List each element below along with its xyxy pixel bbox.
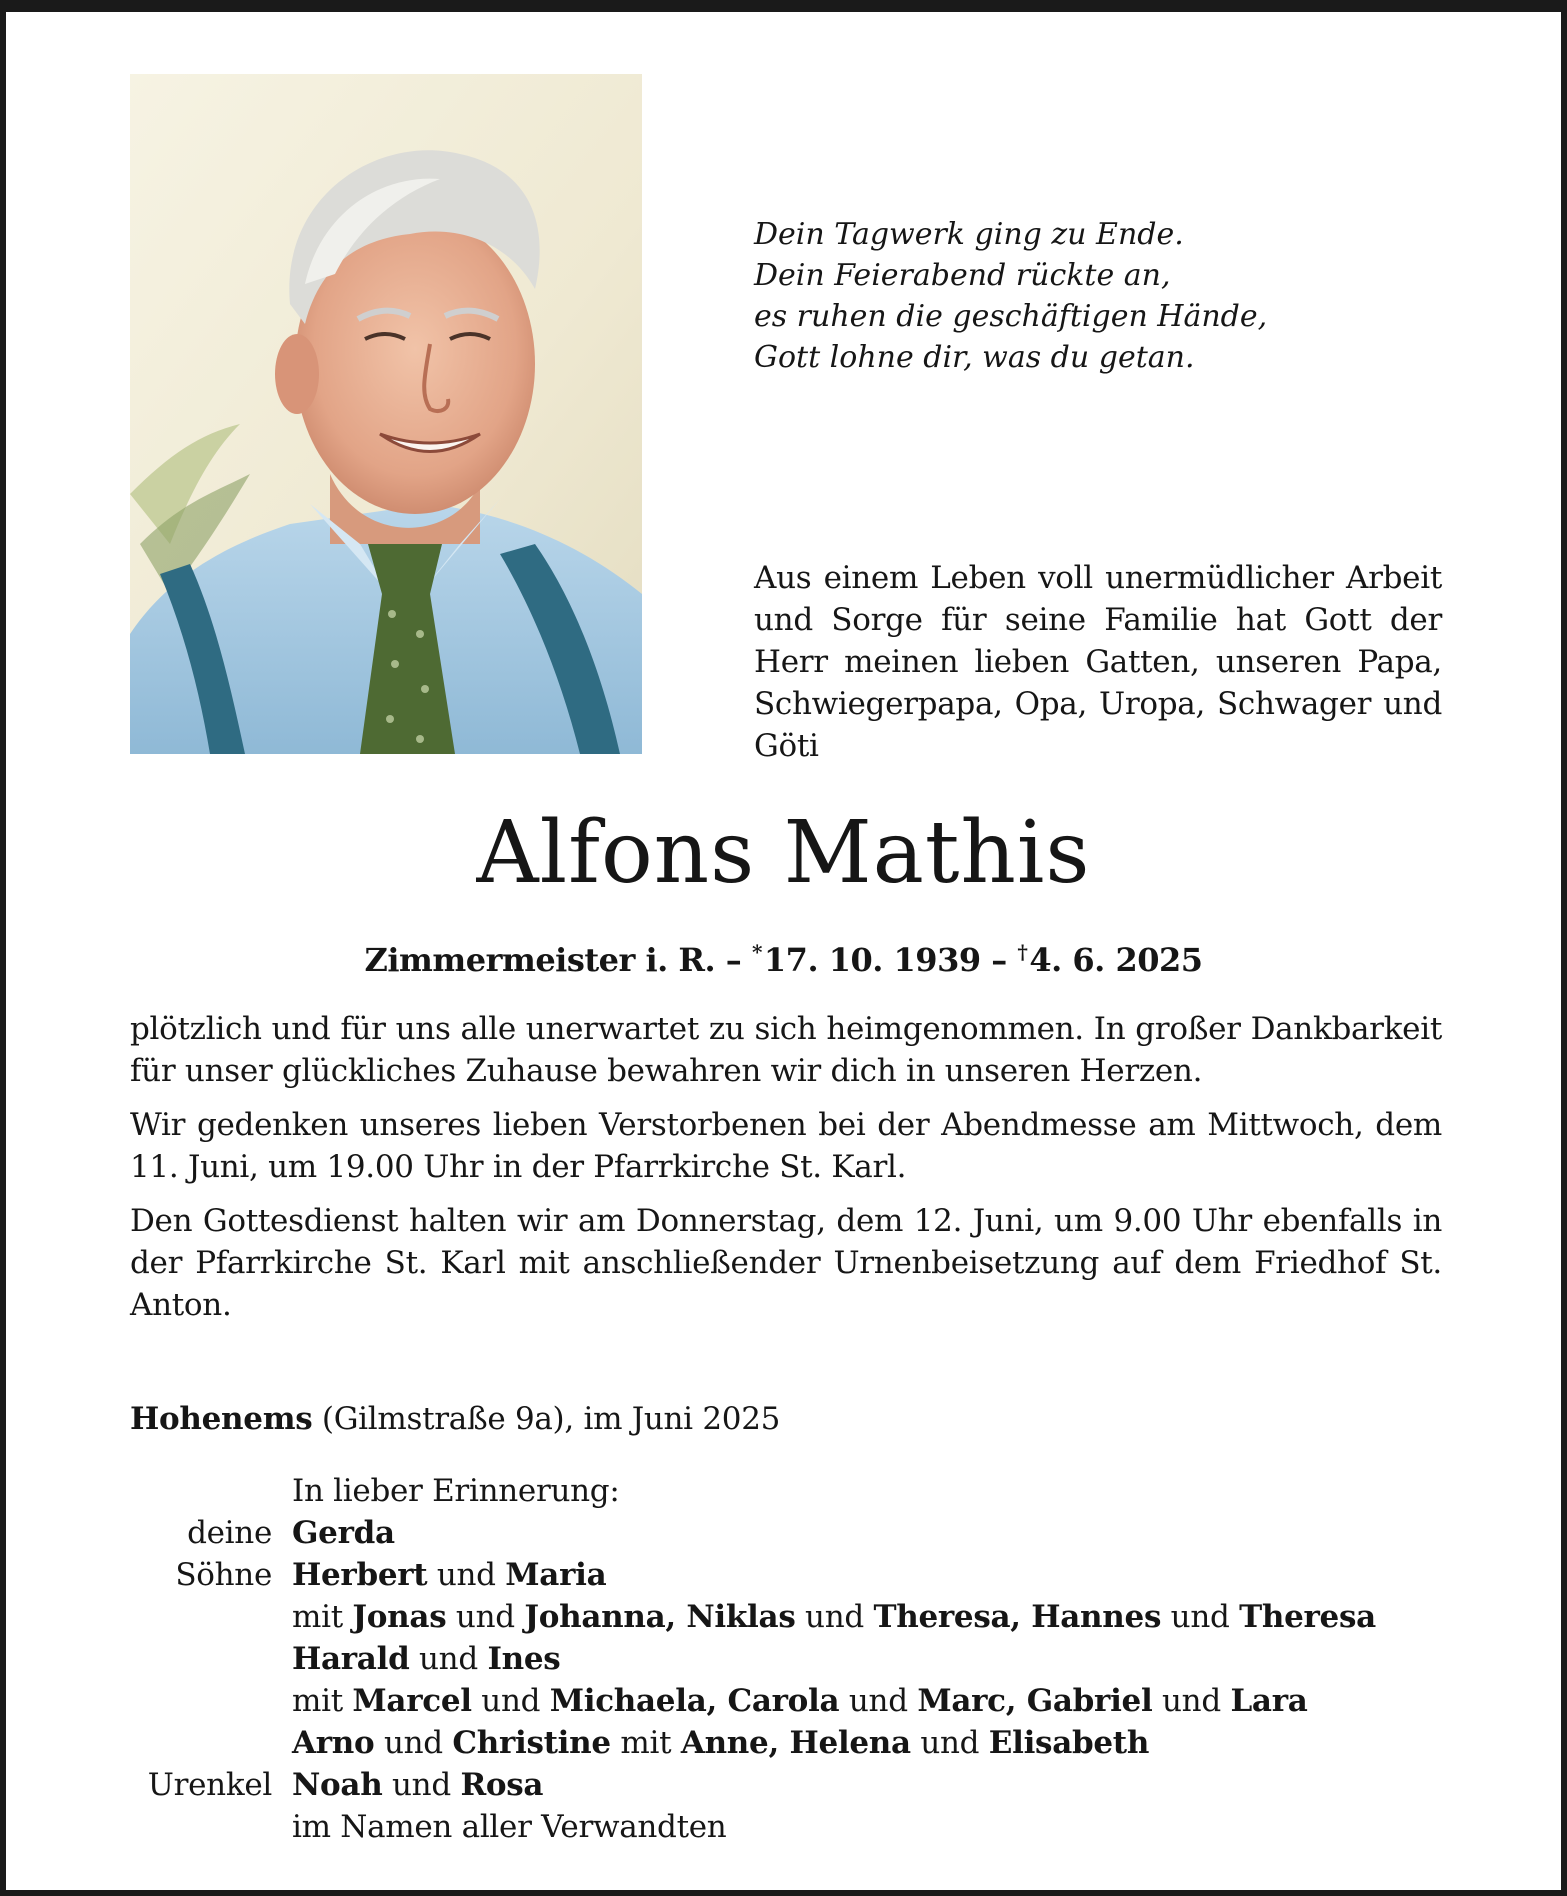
mourner-connector: im Namen aller Verwandten xyxy=(292,1809,727,1845)
mourner-connector: und xyxy=(910,1725,989,1761)
mourner-name: Michaela, Carola xyxy=(549,1683,840,1719)
mourners-heading: In lieber Erinnerung: xyxy=(292,1473,620,1509)
mourner-row xyxy=(130,1554,1510,1596)
mourner-name: Gerda xyxy=(292,1515,395,1551)
mourner-names xyxy=(292,1554,606,1596)
poem-line: Dein Feierabend rückte an, xyxy=(754,258,1171,293)
mourner-name: Theresa xyxy=(1239,1599,1376,1635)
place-date-line xyxy=(130,1398,780,1440)
mourner-names xyxy=(292,1806,726,1848)
poem-line: Dein Tagwerk ging zu Ende. xyxy=(754,217,1184,252)
place-rest: (Gilmstraße 9a), im Juni 2025 xyxy=(312,1401,781,1437)
mourner-row xyxy=(130,1512,1510,1554)
mourner-names xyxy=(292,1722,1149,1764)
mourner-name: Marc, Gabriel xyxy=(917,1683,1153,1719)
portrait-photo xyxy=(130,74,642,754)
mourner-connector: und xyxy=(1152,1683,1231,1719)
mourner-names xyxy=(292,1512,395,1554)
mourner-connector: und xyxy=(839,1683,918,1719)
mourner-name: Elisabeth xyxy=(988,1725,1150,1761)
birth-date: 17. 10. 1939 xyxy=(763,941,981,979)
mourner-names xyxy=(292,1764,543,1806)
mourner-connector: mit xyxy=(292,1683,353,1719)
mourner-name: Christine xyxy=(452,1725,611,1761)
mourner-relation-label: Urenkel xyxy=(147,1767,272,1803)
mourner-name: Theresa, Hannes xyxy=(873,1599,1162,1635)
mourner-connector: und xyxy=(382,1767,461,1803)
mourner-row xyxy=(130,1638,1510,1680)
mourners-heading-row xyxy=(130,1470,1510,1512)
separator-dash: – xyxy=(725,941,742,979)
mourner-relation-label: Söhne xyxy=(175,1557,272,1593)
mourner-connector: mit xyxy=(610,1725,681,1761)
birth-symbol: * xyxy=(751,940,762,964)
mourner-name: Ines xyxy=(487,1641,561,1677)
mourner-connector: und xyxy=(795,1599,874,1635)
mourner-name: Maria xyxy=(505,1557,607,1593)
poem-line: Gott lohne dir, was du getan. xyxy=(754,340,1195,375)
body-paragraph: plötzlich und für uns alle unerwartet zu sich heimgenommen. In großer Dankbarkeit für unser glückliches Zuhause bewahren wir dich in unseren Herzen. xyxy=(130,1011,1442,1089)
mourner-connector: und xyxy=(409,1641,488,1677)
deceased-name: Alfons Mathis xyxy=(476,803,1091,903)
mourner-name: Noah xyxy=(292,1767,383,1803)
mourners-list xyxy=(130,1470,1510,1848)
mourner-row xyxy=(130,1806,1510,1848)
mourner-name: Arno xyxy=(292,1725,375,1761)
mourner-name: Jonas xyxy=(352,1599,447,1635)
separator-dash: – xyxy=(991,941,1007,979)
mourner-connector: mit xyxy=(292,1599,353,1635)
death-date: 4. 6. 2025 xyxy=(1029,941,1203,979)
body-paragraph: Wir gedenken unseres lieben Verstorbenen bei der Abendmesse am Mittwoch, dem 11. Juni, um 19.00 Uhr in der Pfarrkirche St. Karl. xyxy=(130,1107,1442,1185)
poem-line: es ruhen die geschäftigen Hände, xyxy=(754,299,1268,334)
body-text xyxy=(130,1008,1442,1338)
mourner-name: Rosa xyxy=(460,1767,544,1803)
mourner-connector: und xyxy=(427,1557,506,1593)
mourner-relation-label: deine xyxy=(187,1515,272,1551)
mourner-name: Herbert xyxy=(292,1557,428,1593)
mourner-name: Marcel xyxy=(352,1683,472,1719)
mourner-connector: und xyxy=(374,1725,453,1761)
mourner-connector: und xyxy=(446,1599,525,1635)
death-symbol: † xyxy=(1017,940,1028,964)
mourner-names xyxy=(292,1596,1376,1638)
mourner-connector: und xyxy=(471,1683,550,1719)
portrait-image xyxy=(130,74,642,754)
mourner-row xyxy=(130,1680,1510,1722)
subtitle-line xyxy=(6,930,1561,982)
profession: Zimmermeister i. R. xyxy=(364,941,716,979)
mourner-rows xyxy=(130,1512,1510,1848)
mourner-names xyxy=(292,1638,560,1680)
poem xyxy=(754,214,1267,378)
mourner-row xyxy=(130,1722,1510,1764)
mourner-names xyxy=(292,1680,1308,1722)
mourner-name: Anne, Helena xyxy=(680,1725,911,1761)
body-paragraph: Den Gottesdienst halten wir am Donnerstag, dem 12. Juni, um 9.00 Uhr ebenfalls in der Pfarrkirche St. Karl mit anschließender Urnenbeisetzung auf dem Friedhof St. Anton. xyxy=(130,1203,1442,1323)
mourner-row xyxy=(130,1596,1510,1638)
mourner-name: Harald xyxy=(292,1641,410,1677)
mourner-row xyxy=(130,1764,1510,1806)
intro-text: Aus einem Leben voll unermüdlicher Arbeit und Sorge für seine Familie hat Gott der Herr meinen lieben Gatten, unseren Papa, Schwiegerpapa, Opa, Uropa, Schwager und Göti xyxy=(754,560,1442,764)
place-city: Hohenems xyxy=(130,1401,313,1437)
mourner-name: Johanna, Niklas xyxy=(524,1599,796,1635)
mourner-connector: und xyxy=(1161,1599,1240,1635)
mourner-name: Lara xyxy=(1230,1683,1308,1719)
